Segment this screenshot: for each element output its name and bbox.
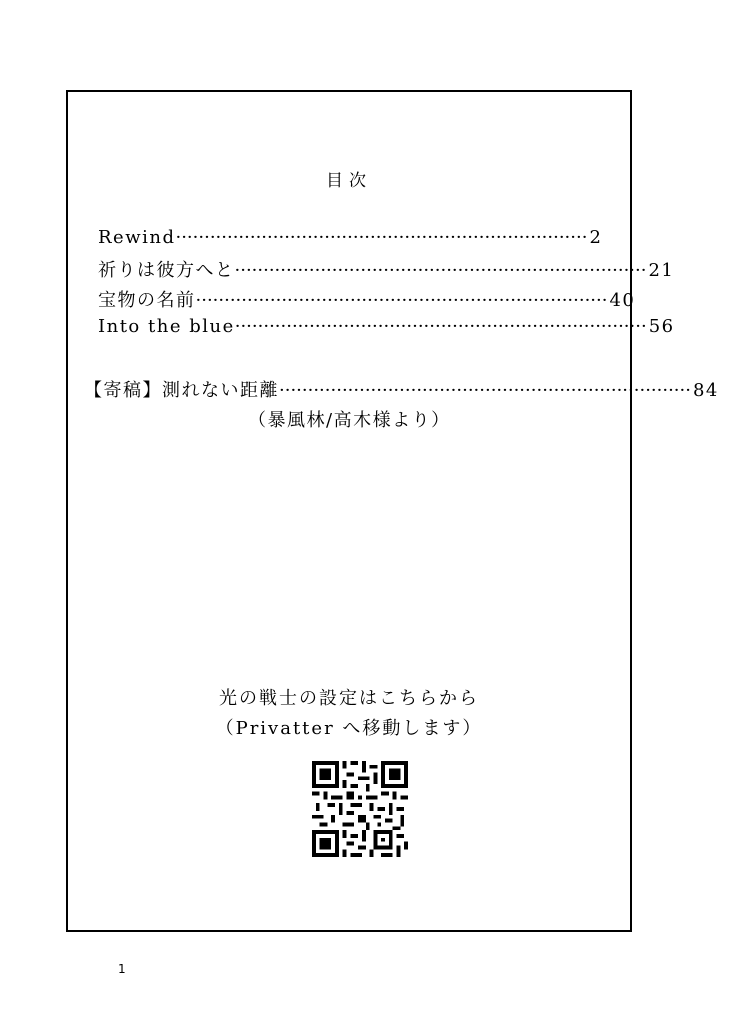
toc-entry (98, 286, 636, 312)
privatter-note: （Privatter へ移動します） (215, 718, 483, 739)
toc-leader-dots: ········································································ (279, 380, 691, 401)
toc-title: 目次 (326, 171, 372, 191)
toc-entry (98, 256, 675, 282)
toc-entry-label: Into the blue (98, 316, 235, 337)
page-frame (66, 90, 719, 932)
toc-entry-page: 56 (648, 316, 675, 337)
toc-leader-dots: ········································································ (234, 260, 647, 281)
qr-code-icon[interactable] (312, 761, 408, 857)
contribution-credit: （暴風林/高木様より） (248, 410, 451, 431)
toc-entry-label: 宝物の名前 (98, 290, 196, 311)
toc-entry-page: 21 (648, 260, 675, 281)
toc-leader-dots: ········································································ (195, 290, 608, 311)
toc-entry (98, 227, 603, 248)
settings-note: 光の戦士の設定はこちらから (219, 688, 479, 709)
page-number: 1 (118, 962, 126, 976)
toc-entry-label: 【寄稿】測れない距離 (84, 380, 279, 401)
toc-leader-dots: ········································································ (234, 316, 647, 337)
toc-entry-page: 2 (589, 227, 603, 248)
toc-entry-label: Rewind (98, 227, 176, 248)
toc-entry (84, 376, 719, 402)
toc-entry (98, 316, 675, 337)
toc-entry-page: 84 (692, 380, 719, 401)
toc-entry-page: 40 (609, 290, 636, 311)
toc-leader-dots: ········································································ (175, 227, 588, 248)
toc-entry-label: 祈りは彼方へと (98, 260, 235, 281)
